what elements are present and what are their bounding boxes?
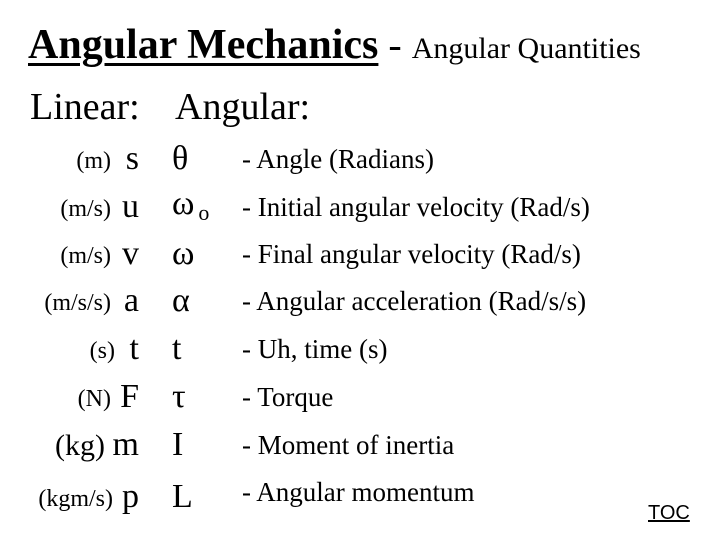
linear-symbol: v xyxy=(122,235,139,272)
linear-unit: (kgm/s) xyxy=(38,486,113,512)
linear-header: Linear: xyxy=(30,86,140,128)
linear-cell xyxy=(0,324,145,370)
page-title xyxy=(28,24,641,66)
linear-cell xyxy=(0,420,145,466)
linear-cell xyxy=(0,229,145,275)
quantity-description: - Uh, time (s) xyxy=(242,334,388,364)
linear-unit: (m/s/s) xyxy=(44,290,111,316)
linear-unit: (m/s) xyxy=(60,243,111,269)
quantity-row-initial-velocity xyxy=(0,182,720,228)
linear-cell xyxy=(0,372,145,418)
angular-symbol: θ xyxy=(172,140,189,177)
quantity-description: - Angle (Radians) xyxy=(242,144,434,174)
quantity-description: - Final angular velocity (Rad/s) xyxy=(242,239,581,269)
linear-symbol: t xyxy=(129,330,139,367)
quantity-row-time xyxy=(0,324,720,370)
linear-cell xyxy=(0,472,145,518)
quantity-description: - Moment of inertia xyxy=(242,430,455,460)
quantity-row-acceleration xyxy=(0,276,720,322)
toc-link[interactable]: TOC xyxy=(648,502,690,524)
title-subtitle: Angular Quantities xyxy=(411,32,641,65)
linear-unit: (N) xyxy=(77,386,111,412)
linear-symbol: u xyxy=(122,188,139,225)
linear-unit: (kg) xyxy=(55,429,105,462)
angular-symbol: ω xyxy=(172,235,195,272)
linear-symbol: F xyxy=(120,378,139,415)
angular-symbol: L xyxy=(172,478,193,515)
quantity-row-inertia xyxy=(0,420,720,466)
quantity-description: - Angular acceleration (Rad/s/s) xyxy=(242,286,587,316)
angular-symbol: I xyxy=(172,426,184,463)
linear-cell xyxy=(0,182,145,228)
linear-unit: (m) xyxy=(76,148,111,174)
linear-cell xyxy=(0,134,145,180)
angular-header: Angular: xyxy=(175,86,311,128)
linear-cell xyxy=(0,276,145,322)
quantity-row-torque xyxy=(0,372,720,418)
title-main: Angular Mechanics xyxy=(28,22,379,68)
angular-symbol: ω $_o$ xyxy=(172,185,210,225)
title-separator: - xyxy=(378,22,412,67)
angular-symbol: t xyxy=(172,330,182,367)
angular-symbol: τ xyxy=(172,378,186,415)
linear-symbol: m xyxy=(112,426,139,463)
linear-unit: (m/s) xyxy=(60,196,111,222)
quantity-row-momentum xyxy=(0,472,720,518)
quantity-description: - Initial angular velocity (Rad/s) xyxy=(242,192,590,222)
angular-symbol: α xyxy=(172,282,190,319)
quantity-description: - Angular momentum xyxy=(242,477,475,507)
quantity-row-final-velocity xyxy=(0,229,720,275)
angular-subscript: o xyxy=(198,200,210,225)
quantity-description: - Torque xyxy=(242,382,334,412)
linear-symbol: a xyxy=(123,282,139,319)
linear-symbol: p xyxy=(122,478,139,515)
linear-symbol: s xyxy=(125,140,139,177)
linear-unit: (s) xyxy=(89,338,115,364)
quantity-row-angle xyxy=(0,134,720,180)
